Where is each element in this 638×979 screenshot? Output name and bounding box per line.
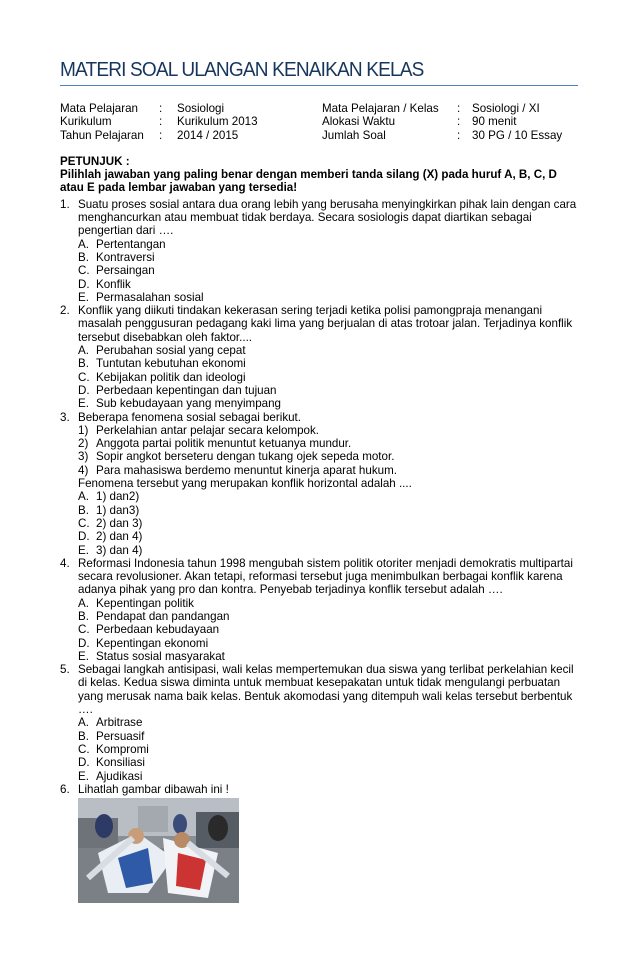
question-number: 3. — [60, 410, 70, 424]
option-letter: B. — [78, 357, 89, 371]
option-letter: D. — [78, 530, 90, 544]
meta-colon: : — [457, 102, 461, 115]
question-2 — [60, 304, 578, 410]
answer-option — [78, 344, 578, 357]
statement-text: Anggota partai politik menuntut ketuanya mundur. — [96, 437, 352, 451]
meta-label: Tahun Pelajaran — [60, 128, 144, 142]
meta-colon: : — [159, 128, 163, 142]
question-photo — [78, 798, 239, 903]
question-number: 6. — [60, 782, 70, 796]
answer-option — [78, 623, 578, 636]
option-text: 1) dan2) — [96, 490, 140, 504]
answer-option — [78, 770, 578, 783]
statement-number: 4) — [78, 463, 89, 477]
answer-option — [78, 716, 578, 729]
answer-option — [78, 397, 578, 410]
question-followup: Fenomena tersebut yang merupakan konflik horizontal adalah .... — [78, 477, 412, 491]
option-text: Kontraversi — [96, 250, 155, 264]
option-letter: A. — [78, 716, 89, 730]
option-text: Konsiliasi — [96, 756, 145, 770]
answer-option — [78, 504, 578, 517]
answer-option — [78, 530, 578, 543]
answer-option — [78, 238, 578, 251]
question-text: Beberapa fenomena sosial sebagai berikut. — [78, 410, 302, 424]
option-letter: C. — [78, 516, 90, 530]
option-text: Kepentingan politik — [96, 596, 194, 610]
question-body — [78, 557, 578, 663]
question-number: 5. — [60, 663, 70, 677]
meta-value: Sosiologi — [177, 102, 225, 115]
option-letter: D. — [78, 277, 90, 291]
question-number: 1. — [60, 197, 70, 211]
meta-label: Jumlah Soal — [322, 128, 386, 142]
answer-option — [78, 357, 578, 370]
option-text: Pendapat dan pandangan — [96, 609, 230, 623]
statement-text: Perkelahian antar pelajar secara kelompok. — [96, 423, 319, 437]
question-text: Konflik yang diikuti tindakan kekerasan sering terjadi ketika polisi pamongpraja menangani masalah penggusuran pedagang kaki lima yang berjualan di atas trotoar jalan. Terjadinya konflik tersebut disebabkan oleh faktor.... — [78, 304, 573, 344]
answer-option — [78, 371, 578, 384]
answer-option — [78, 597, 578, 610]
instructions — [60, 155, 578, 195]
meta-left-colons — [159, 102, 177, 142]
question-body — [78, 783, 578, 903]
meta-left-labels — [60, 102, 159, 142]
title-rule — [60, 85, 578, 86]
question-text: Suatu proses sosial antara dua orang lebih yang berusaha menyingkirkan pihak lain dengan cara menghancurkan atau membuat tidak berdaya. Secara sosiologis dapat diartikan sebagai pengertian dari …. — [78, 197, 577, 238]
option-text: Ajudikasi — [96, 769, 143, 783]
option-text: Persaingan — [96, 264, 155, 278]
answer-option — [78, 610, 578, 623]
option-text: Perbedaan kepentingan dan tujuan — [96, 383, 277, 397]
option-letter: B. — [78, 729, 89, 743]
answer-option — [78, 544, 578, 557]
meta-value: Sosiologi / XI — [472, 102, 540, 115]
instructions-heading: PETUNJUK : — [60, 154, 130, 168]
meta-value: Kurikulum 2013 — [177, 115, 258, 129]
option-letter: D. — [78, 636, 90, 650]
option-letter: E. — [78, 649, 89, 663]
statement-item — [78, 450, 578, 463]
option-text: Sub kebudayaan yang menyimpang — [96, 397, 281, 411]
option-text: Kompromi — [96, 742, 149, 756]
option-letter: A. — [78, 237, 89, 251]
question-5 — [60, 663, 578, 783]
question-3 — [60, 411, 578, 557]
question-4 — [60, 557, 578, 663]
statement-text: Para mahasiswa berdemo menuntut kinerja aparat hukum. — [96, 463, 397, 477]
question-1 — [60, 198, 578, 304]
option-text: Tuntutan kebutuhan ekonomi — [96, 357, 246, 371]
option-letter: A. — [78, 344, 89, 358]
option-text: Permasalahan sosial — [96, 290, 204, 304]
meta-colon: : — [457, 115, 461, 129]
meta-value: 90 menit — [472, 115, 517, 129]
option-text: 3) dan 4) — [96, 543, 143, 557]
option-text: Arbitrase — [96, 716, 143, 730]
option-letter: E. — [78, 543, 89, 557]
statement-item — [78, 424, 578, 437]
meta-label: Mata Pelajaran / Kelas — [322, 102, 439, 115]
option-letter: D. — [78, 756, 90, 770]
meta-left-values — [177, 102, 322, 142]
option-letter: E. — [78, 397, 89, 411]
statement-item — [78, 464, 578, 477]
option-text: Perbedaan kebudayaan — [96, 623, 220, 637]
option-letter: B. — [78, 609, 89, 623]
meta-right-labels — [322, 102, 457, 142]
option-text: Status sosial masyarakat — [96, 649, 225, 663]
answer-option — [78, 251, 578, 264]
answer-option — [78, 490, 578, 503]
option-text: Perubahan sosial yang cepat — [96, 344, 246, 358]
question-6 — [60, 783, 578, 903]
instructions-text: Pilihlah jawaban yang paling benar dengan memberi tanda silang (X) pada huruf A, B, C, D atau E pada lembar jawaban yang tersedia! — [60, 168, 557, 195]
question-body — [78, 304, 578, 410]
meta-colon: : — [457, 128, 461, 142]
answer-option — [78, 278, 578, 291]
question-list — [60, 198, 578, 903]
option-letter: B. — [78, 250, 89, 264]
option-text: 2) dan 4) — [96, 530, 143, 544]
option-text: Pertentangan — [96, 237, 166, 251]
option-letter: E. — [78, 769, 89, 783]
meta-right-values — [472, 102, 578, 142]
answer-option — [78, 743, 578, 756]
statement-number: 3) — [78, 450, 89, 464]
statement-text: Sopir angkot berseteru dengan tukang ojek sepeda motor. — [96, 450, 395, 464]
meta-label: Alokasi Waktu — [322, 115, 396, 129]
question-text: Reformasi Indonesia tahun 1998 mengubah sistem politik otoriter menjadi demokratis multipartai secara revolusioner. Akan tetapi, reformasi tersebut juga menimbulkan berbagai konflik karena adanya pihak yang pro dan kontra. Penyebab terjadinya konflik tersebut adalah …. — [78, 556, 573, 597]
statement-number: 1) — [78, 423, 89, 437]
option-letter: E. — [78, 290, 89, 304]
option-text: 1) dan3) — [96, 503, 140, 517]
option-letter: C. — [78, 623, 90, 637]
option-text: Kebijakan politik dan ideologi — [96, 370, 246, 384]
meta-colon: : — [159, 102, 163, 115]
option-text: Persuasif — [96, 729, 145, 743]
meta-table — [60, 102, 578, 142]
answer-option — [78, 264, 578, 277]
answer-option — [78, 517, 578, 530]
answer-option — [78, 756, 578, 769]
option-letter: C. — [78, 742, 90, 756]
option-text: Kepentingan ekonomi — [96, 636, 209, 650]
question-body — [78, 411, 578, 557]
meta-label: Kurikulum — [60, 115, 112, 129]
option-text: 2) dan 3) — [96, 516, 143, 530]
option-letter: A. — [78, 490, 89, 504]
question-number: 4. — [60, 556, 70, 570]
answer-option — [78, 730, 578, 743]
meta-label: Mata Pelajaran — [60, 102, 138, 115]
question-text: Lihatlah gambar dibawah ini ! — [78, 782, 229, 796]
answer-option — [78, 637, 578, 650]
question-text: Sebagai langkah antisipasi, wali kelas mempertemukan dua siswa yang terlibat perkelahian kecil di kelas. Kedua siswa diminta untuk membuat kesepakatan untuk tidak mengulangi perbuatan yang merusak nama baik kelas. Bentuk akomodasi yang ditempuh wali kelas tersebut berbentuk …. — [78, 663, 574, 717]
meta-colon: : — [159, 115, 163, 129]
statement-item — [78, 437, 578, 450]
question-number: 2. — [60, 304, 70, 318]
meta-right-colons — [457, 102, 472, 142]
question-body — [78, 663, 578, 783]
answer-option — [78, 291, 578, 304]
option-letter: B. — [78, 503, 89, 517]
meta-value: 30 PG / 10 Essay — [472, 128, 563, 142]
meta-value: 2014 / 2015 — [177, 128, 239, 142]
document-title: MATERI SOAL ULANGAN KENAIKAN KELAS — [60, 58, 424, 81]
option-text: Konflik — [96, 277, 131, 291]
answer-option — [78, 650, 578, 663]
statement-number: 2) — [78, 437, 89, 451]
option-letter: C. — [78, 264, 90, 278]
option-letter: C. — [78, 370, 90, 384]
answer-option — [78, 384, 578, 397]
option-letter: D. — [78, 383, 90, 397]
question-body — [78, 198, 578, 304]
option-letter: A. — [78, 596, 89, 610]
